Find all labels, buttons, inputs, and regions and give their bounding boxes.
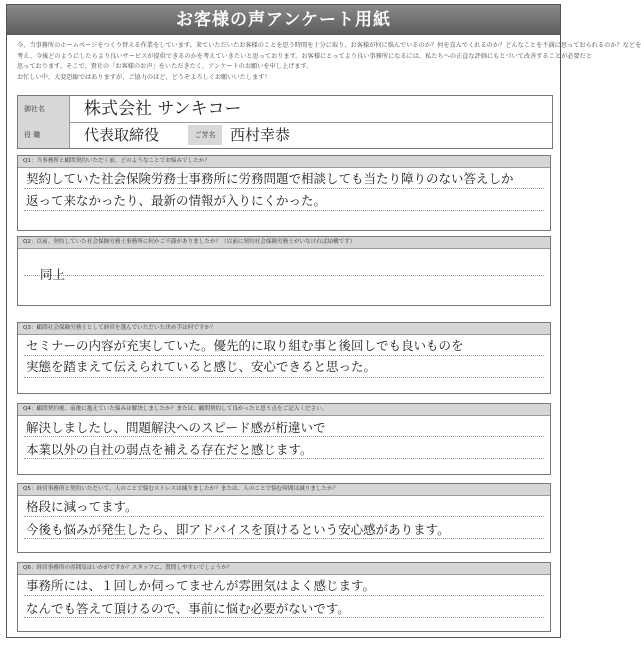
question-6-answer-line: なんでも答えて頂けるので、事前に悩む必要がないです。 [26, 601, 350, 616]
answer-rule [24, 516, 544, 517]
question-1-answer-line: 契約していた社会保険労務士事務所に労務問題で相談しても当たり障りのない答えしか [26, 171, 514, 186]
company-label: 御社名 [18, 96, 70, 122]
answer-rule [24, 188, 544, 189]
question-4-answer-line: 本業以外の自社の弱点を補える存在だと感じます。 [26, 442, 313, 457]
question-1-label: Q1：当事務所と顧問契約いただく前、どのようなことでお悩みでしたか？ [18, 156, 550, 168]
question-4 [17, 403, 551, 475]
question-5-answer-line: 今後も悩みが発生したら、即アドバイスを頂けるという安心感があります。 [26, 522, 450, 537]
answer-rule [24, 275, 544, 276]
question-6 [17, 562, 551, 632]
question-5-label: Q5：経営事務所と契約いただいて、人のことで悩むストレスは減りましたか？または、人のことで悩む時間は減りましたか？ [18, 484, 550, 496]
question-3-label: Q3：顧問社会保険労務士として経営を選んでいただいた決め手は何ですか？ [18, 323, 550, 335]
intro-line: 思っております。そこで、貴社の「お客様のお声」をいただきたく、アンケートのお願いを申し上げます。 [17, 63, 313, 70]
question-5-answer-line: 格段に減ってます。 [26, 499, 138, 514]
name-label: ご芳名 [188, 125, 222, 145]
customer-info-box [17, 95, 553, 149]
answer-rule [24, 355, 544, 356]
question-2 [17, 236, 551, 306]
page-title: お客様の声アンケート用紙 [176, 10, 391, 30]
question-4-label: Q4：顧問契約後、前後に抱えていた悩みは解決しましたか？または、顧問契約して良かったと思う点をご記入ください。 [18, 404, 550, 416]
company-value: 株式会社 サンキコー [84, 99, 242, 119]
answer-rule [24, 436, 544, 437]
answer-rule [24, 538, 544, 539]
intro-text [17, 41, 641, 83]
answer-rule [24, 458, 544, 459]
position-value: 代表取締役 [84, 126, 160, 144]
survey-sheet [6, 4, 641, 638]
question-3-answer-line: 実態を踏まえて伝えられていると感じ、安心できると思った。 [26, 359, 377, 374]
intro-line: お忙しい中、大変恐縮ではありますが、ご協力のほど、どうぞよろしくお願いいたします！ [17, 73, 271, 81]
question-1-answer-line: 返って来なかったり、最新の情報が入りにくかった。 [26, 193, 327, 208]
answer-rule [24, 617, 544, 618]
intro-line: 考え、今後どのようにしたらより良いサービスが提供できるのかを考えていきたいと思っております。お客様にとってより良い事務所になるには、私たちへの正直な評価にもとづいて改善することが必要だと [17, 52, 593, 60]
answer-rule [24, 595, 544, 596]
question-1 [17, 155, 551, 231]
position-row [18, 122, 552, 148]
title-bar [7, 5, 560, 35]
question-5 [17, 483, 551, 553]
question-3-answer-line: セミナーの内容が充実していた。優先的に取り組む事と後回しでも良いものを [26, 338, 464, 353]
company-row [18, 96, 552, 123]
answer-rule [24, 210, 544, 211]
question-6-answer-line: 事務所には、１回しか伺ってませんが雰囲気はよく感じます。 [26, 578, 376, 593]
question-2-answer-line: 同上 [40, 267, 66, 282]
question-6-label: Q6：経営事務所の雰囲気はいかがですか？スタッフに、質問しやすいでしょうか？ [18, 563, 550, 575]
question-3 [17, 322, 551, 394]
question-4-answer-line: 解決しましたし、問題解決へのスピード感が桁違いで [26, 420, 326, 435]
position-label: 役 職 [18, 122, 70, 148]
intro-line: 今、当事務所のホームページをつくり替える作業をしています。来ていただいたお客様のことを思う時間を十分に取り、お客様が何に悩んでいるのか？何を喜んでくれるのか？どんなことを不満に思っておられるのか？などを [17, 42, 641, 49]
question-2-label: Q2：以前、契約していた社会保険労務士事務所に何かご不満がありましたか？（以前に契約社会保険労務士がいなければ結構です） [18, 237, 550, 249]
answer-rule [24, 377, 544, 378]
name-value: 西村幸恭 [230, 126, 291, 144]
